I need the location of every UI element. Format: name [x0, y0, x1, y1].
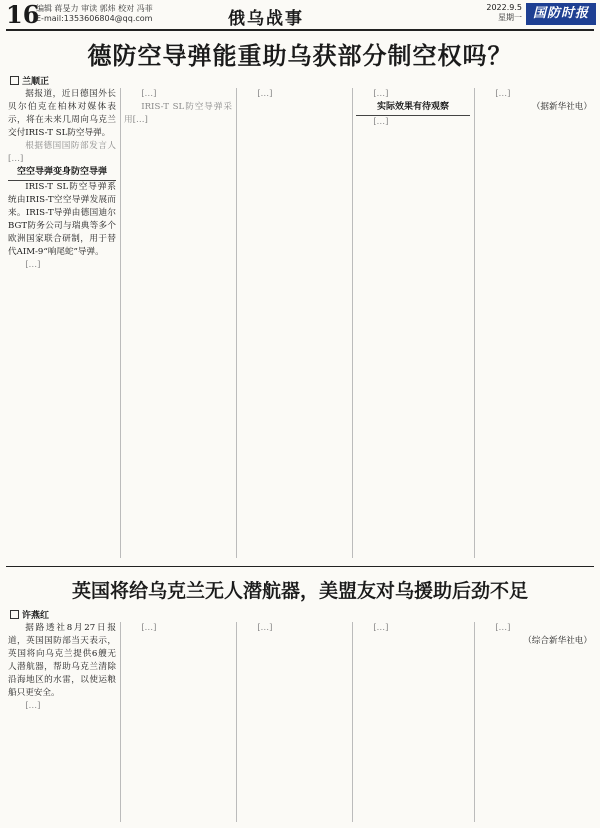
column-divider	[352, 622, 353, 822]
article1-paragraph: […]	[373, 117, 389, 127]
article1-paragraph: IRIS-T SL防空导弹采用[…]	[124, 102, 232, 125]
article2-column-4	[356, 622, 470, 822]
article2-paragraph: 据路透社8月27日报道，英国国防部当天表示，英国将向乌克兰提供6艘无人潜航器，帮助乌克兰清除沿海地区的水雷，以使运粮船只更安全。	[8, 623, 116, 698]
article2-column-2	[124, 622, 232, 822]
byline-mark-icon	[10, 610, 19, 619]
article1-column-2	[124, 88, 232, 558]
article1-byline	[10, 74, 49, 87]
article2-column-1	[8, 622, 116, 822]
article2-paragraph: […]	[495, 623, 511, 633]
article2-paragraph: […]	[25, 701, 41, 711]
article2-byline	[10, 608, 49, 621]
article2-author: 许燕红	[22, 611, 50, 621]
article1-paragraph: 据报道，近日德国外长贝尔伯克在柏林对媒体表示，将在未来几周向乌克兰交付IRIS-T SL防空导弹。	[8, 89, 116, 138]
column-divider	[120, 622, 121, 822]
article1-paragraph: IRIS-T SL防空导弹系统由IRIS-T空空导弹发展而来。IRIS-T导弹由德国迪尔BGT防务公司与瑞典等多个欧洲国家联合研制，用于替代AIM-9“响尾蛇”导弹。	[8, 182, 116, 257]
article1-paragraph: […]	[495, 89, 511, 99]
article2-column-3	[240, 622, 348, 822]
article2-paragraph: […]	[141, 623, 157, 633]
column-divider	[474, 88, 475, 558]
column-divider	[352, 88, 353, 558]
column-divider	[120, 88, 121, 558]
article2-column-5	[478, 622, 592, 822]
editor-email: E-mail:1353606804@qq.com	[36, 14, 153, 23]
issue-date	[486, 3, 522, 23]
article1-column-3	[240, 88, 348, 558]
article1-column-4	[356, 88, 470, 558]
article1-paragraph: […]	[373, 89, 389, 99]
article2-paragraph: […]	[373, 623, 389, 633]
page-number: 16	[6, 0, 40, 29]
article1-paragraph: […]	[25, 260, 41, 270]
article1-author: 兰顺正	[22, 77, 50, 87]
article-separator	[6, 566, 594, 567]
column-divider	[236, 622, 237, 822]
article1-subhead-1: 空空导弹变身防空导弹	[8, 166, 116, 181]
editor-credits	[36, 4, 153, 24]
article1-column-1	[8, 88, 116, 558]
issue-weekday: 星期一	[498, 13, 522, 22]
newspaper-logo: 国防时报	[526, 3, 596, 25]
article1-signature: （据新华社电）	[531, 102, 592, 112]
article2-paragraph: […]	[257, 623, 273, 633]
header-rule	[6, 29, 594, 31]
article2-signature: （综合新华社电）	[523, 636, 592, 646]
article1-headline: 德防空导弹能重助乌获部分制空权吗？	[87, 41, 513, 70]
column-divider	[236, 88, 237, 558]
article1-column-5	[478, 88, 592, 558]
editor-names: 编辑 蒋旻力 审读 郭炜 校对 冯菲	[36, 4, 153, 13]
column-divider	[474, 622, 475, 822]
article1-paragraph: 根据德国国防部发言人[…]	[8, 141, 116, 164]
article1-paragraph: […]	[257, 89, 273, 99]
article1-subhead-2: 实际效果有待观察	[356, 101, 470, 116]
issue-date-value: 2022.9.5	[486, 3, 522, 12]
article1-paragraph: […]	[141, 89, 157, 99]
byline-mark-icon	[10, 76, 19, 85]
section-title: 俄乌战事	[228, 9, 304, 29]
article2-headline: 英国将给乌克兰无人潜航器，美盟友对乌援助后劲不足	[71, 580, 528, 602]
page-header	[0, 0, 600, 30]
